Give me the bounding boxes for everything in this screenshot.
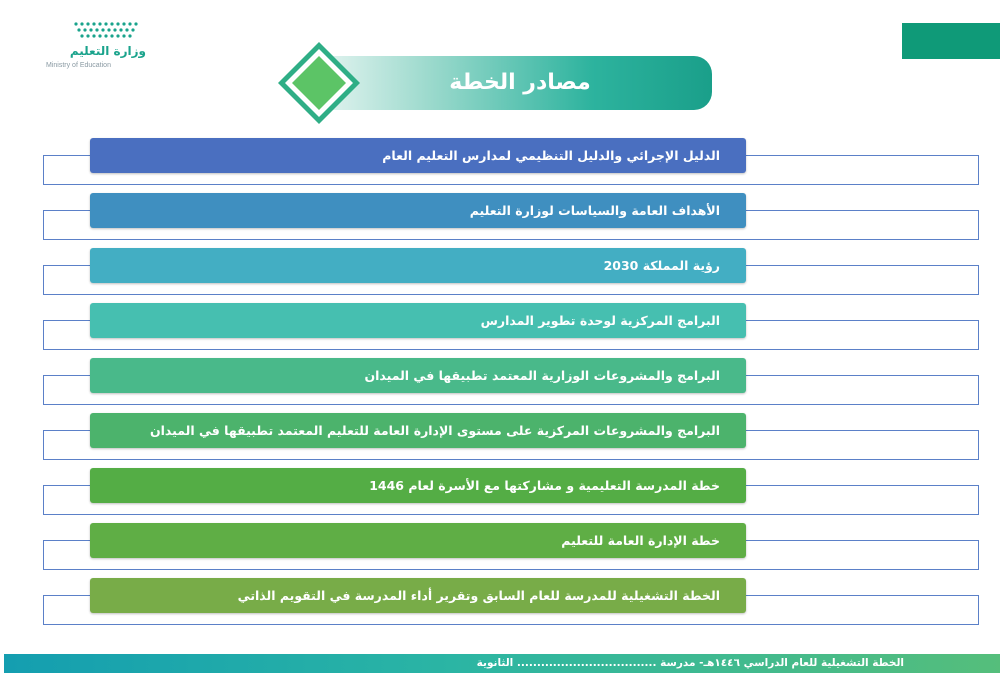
source-row-label: خطة الإدارة العامة للتعليم xyxy=(561,533,720,548)
diamond-icon xyxy=(276,40,362,126)
source-row-label: رؤية المملكة 2030 xyxy=(603,258,720,273)
source-row xyxy=(0,358,1000,408)
source-row xyxy=(0,468,1000,518)
source-row xyxy=(0,578,1000,628)
source-row-label: الأهداف العامة والسياسات لوزارة التعليم xyxy=(469,203,720,218)
ministry-logo xyxy=(40,14,150,70)
source-row xyxy=(0,303,1000,353)
footer-text: الخطة التشغيلية للعام الدراسي ١٤٤٦هـ- مدرسة ................................... الثانوية xyxy=(476,657,904,669)
source-row xyxy=(0,248,1000,298)
source-row xyxy=(0,523,1000,573)
source-row-label: خطة المدرسة التعليمية و مشاركتها مع الأسرة لعام 1446 xyxy=(369,478,720,493)
corner-accent-bar xyxy=(902,23,1000,59)
source-row xyxy=(0,193,1000,243)
source-row-label: الدليل الإجرائي والدليل التنظيمي لمدارس التعليم العام xyxy=(382,148,720,163)
source-row-label: الخطة التشغيلية للمدرسة للعام السابق وتقرير أداء المدرسة في التقويم الذاتي xyxy=(237,588,720,603)
source-row-label: البرامج والمشروعات المركزية على مستوى الإدارة العامة للتعليم المعتمد تطبيقها في الميدان xyxy=(149,423,720,438)
logo-dots-icon xyxy=(72,20,142,42)
source-row xyxy=(0,138,1000,188)
page-title: مصادر الخطة xyxy=(449,70,591,95)
source-row-label: البرامج المركزية لوحدة تطوير المدارس xyxy=(480,313,720,328)
logo-arabic-text: وزارة التعليم xyxy=(69,44,146,58)
source-row xyxy=(0,413,1000,463)
logo-english-text: Ministry of Education xyxy=(46,62,111,69)
source-row-label: البرامج والمشروعات الوزارية المعتمد تطبيقها في الميدان xyxy=(364,368,720,383)
